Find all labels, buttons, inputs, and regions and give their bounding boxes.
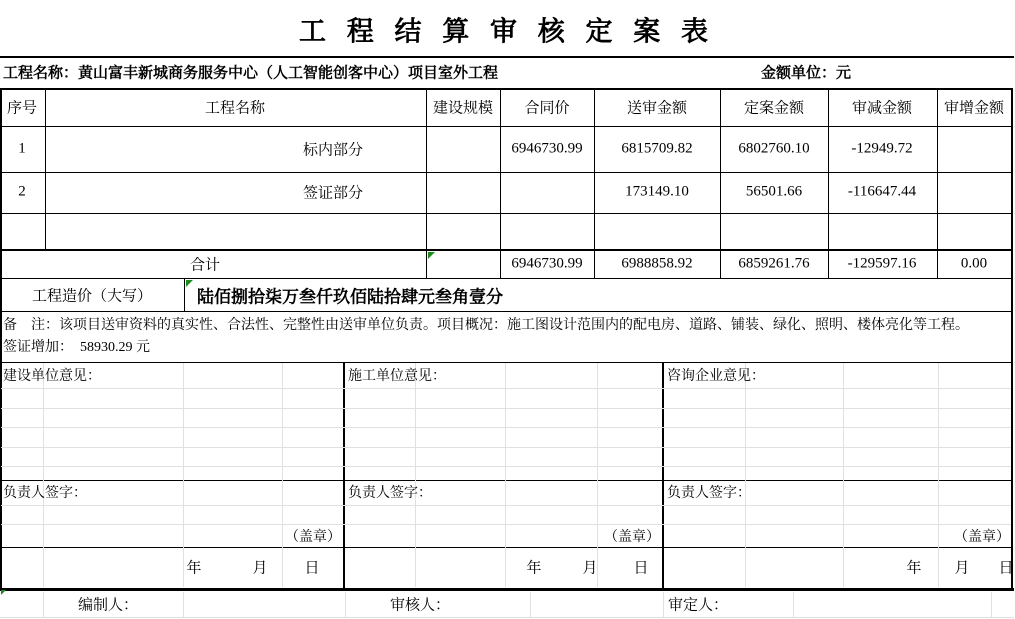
col-header-name: 工程名称 (204, 100, 266, 117)
gridline-faint (991, 592, 992, 617)
gridline-faint (1, 447, 1011, 448)
cell-error-indicator-icon (1, 590, 6, 595)
date-year-label: 年 (186, 560, 202, 577)
sign-label: 负责人签字： (3, 486, 87, 501)
table-cell-submitted: 173149.10 (625, 183, 689, 200)
seal-label: （盖章） (604, 530, 660, 545)
page-title: 工 程 结 算 审 核 定 案 表 (299, 16, 715, 47)
gridline-faint (1, 466, 1011, 467)
date-year-label: 年 (526, 560, 542, 577)
gridline-faint (843, 363, 844, 587)
border-line (0, 172, 1013, 173)
seal-label: （盖章） (285, 530, 341, 545)
border-line (0, 547, 1013, 548)
gridline-faint (1, 388, 1011, 389)
gridline-faint (1, 408, 1011, 409)
col-divider (426, 88, 427, 278)
gridline-faint (43, 592, 44, 617)
table-cell-name: 签证部分 (302, 185, 364, 202)
opinion-title-contractor-unit: 施工单位意见： (348, 369, 446, 384)
approver-label: 审定人： (668, 597, 729, 614)
visa-increase-line: 签证增加： 58930.29 元 (3, 340, 150, 355)
opinion-title-construction-unit: 建设单位意见： (3, 369, 101, 384)
date-month-label: 月 (954, 560, 970, 577)
border-line (0, 362, 1013, 363)
gridline-faint (183, 363, 184, 587)
table-bottom-border (0, 588, 1014, 591)
table-cell-name: 标内部分 (302, 142, 364, 159)
preparer-label: 编制人： (78, 597, 139, 614)
border-line (0, 126, 1013, 127)
opinion-section-divider (662, 362, 664, 588)
border-line (0, 213, 1013, 214)
opinion-section-divider (343, 362, 345, 588)
total-cell-submitted: 6988858.92 (621, 255, 693, 272)
amount-words-divider (184, 278, 185, 311)
total-row-label: 合计 (189, 257, 221, 274)
amount-words-value: 陆佰捌拾柒万叁仟玖佰陆拾肆元叁角壹分 (197, 287, 503, 307)
col-header-decrease: 审减金额 (851, 100, 913, 117)
gridline-faint (1, 505, 1011, 506)
table-cell-submitted: 6815709.82 (621, 140, 693, 157)
gridline-faint (1, 427, 1011, 428)
table-cell-contract: 6946730.99 (511, 140, 583, 157)
col-divider (45, 88, 46, 249)
gridline-faint (183, 592, 184, 617)
title-rule-line (0, 56, 1014, 58)
table-cell-seq: 1 (18, 140, 26, 157)
col-header-seq: 序号 (6, 100, 38, 117)
date-day-label: 日 (633, 560, 649, 577)
sign-label: 负责人签字： (667, 486, 751, 501)
col-divider (500, 88, 501, 278)
date-year-label: 年 (906, 560, 922, 577)
gridline-faint (938, 363, 939, 587)
gridline-faint (415, 363, 416, 587)
gridline-faint (505, 363, 506, 587)
date-month-label: 月 (252, 560, 268, 577)
col-divider (720, 88, 721, 278)
col-header-scale: 建设规模 (432, 100, 494, 117)
col-divider (937, 88, 938, 278)
col-header-contract: 合同价 (524, 100, 570, 117)
col-divider (594, 88, 595, 278)
table-cell-decrease: -12949.72 (851, 140, 913, 157)
col-header-finalized: 定案金额 (743, 100, 805, 117)
gridline-faint (793, 592, 794, 617)
gridline-faint (345, 592, 346, 617)
table-cell-decrease: -116647.44 (847, 183, 917, 200)
cell-error-indicator-icon (428, 252, 435, 259)
sign-label: 负责人签字： (348, 486, 432, 501)
gridline-faint (597, 363, 598, 587)
date-day-label: 日 (998, 560, 1014, 577)
gridline-faint (745, 363, 746, 587)
col-header-increase: 审增金额 (943, 100, 1005, 117)
gridline-faint (282, 363, 283, 587)
total-cell-contract: 6946730.99 (511, 255, 583, 272)
border-line (0, 278, 1013, 279)
gridline-faint (43, 363, 44, 587)
table-top-border (0, 88, 1013, 90)
col-header-submitted: 送审金额 (626, 100, 688, 117)
border-line (0, 480, 1013, 481)
project-name-label: 工程名称：黄山富丰新城商务服务中心（人工智能创客中心）项目室外工程 (3, 65, 499, 82)
seal-label: （盖章） (954, 530, 1010, 545)
total-cell-increase: 0.00 (960, 255, 988, 272)
table-cell-seq: 2 (18, 183, 26, 200)
gridline-faint (530, 592, 531, 617)
notes-line: 备 注：该项目送审资料的真实性、合法性、完整性由送审单位负责。项目概况：施工图设计范围内的配电房、道路、铺装、绿化、照明、楼体亮化等工程。 (3, 318, 969, 333)
date-day-label: 日 (304, 560, 320, 577)
gridline-faint (1, 524, 1011, 525)
border-line (0, 311, 1013, 312)
amount-unit-label: 金额单位：元 (761, 65, 852, 82)
amount-words-label: 工程造价（大写） (31, 288, 153, 305)
table-cell-finalized: 6802760.10 (738, 140, 810, 157)
date-month-label: 月 (582, 560, 598, 577)
total-cell-decrease: -129597.16 (847, 255, 917, 272)
table-cell-finalized: 56501.66 (745, 183, 803, 200)
cell-error-indicator-icon (186, 280, 193, 287)
gridline-faint (0, 617, 1014, 618)
total-cell-finalized: 6859261.76 (738, 255, 810, 272)
auditor-label: 审核人： (390, 597, 451, 614)
opinion-title-consulting-firm: 咨询企业意见： (667, 369, 765, 384)
gridline-faint (663, 592, 664, 617)
total-row-top-border (0, 249, 1013, 251)
col-divider (828, 88, 829, 278)
table-right-border (1011, 88, 1013, 588)
table-left-border (0, 88, 2, 588)
